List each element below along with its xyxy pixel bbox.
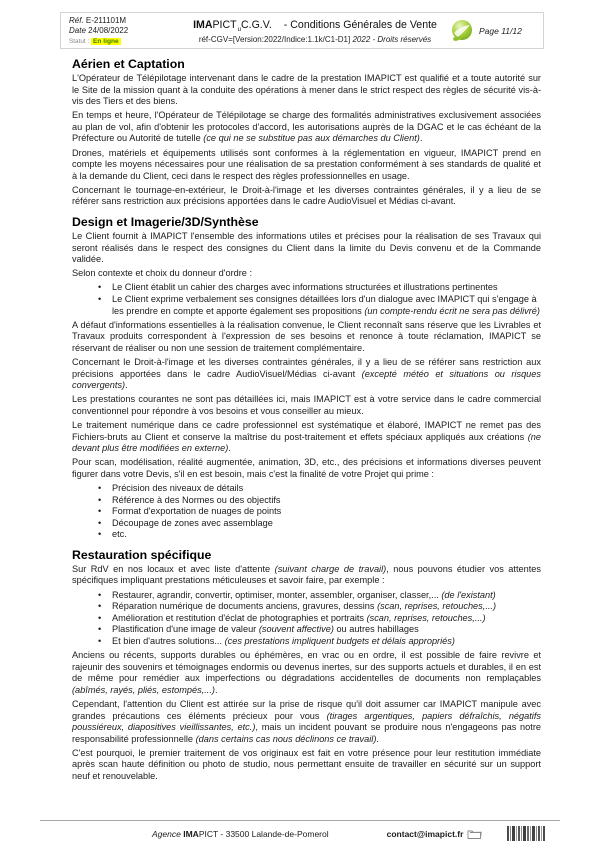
bullet-text bbox=[112, 613, 541, 625]
paragraph bbox=[72, 268, 541, 280]
date-value: 24/08/2022 bbox=[88, 26, 129, 35]
text-segment: . bbox=[125, 380, 128, 391]
text-segment: L'Opérateur de Télépilotage intervenant dans le cadre de la prestation IMAPICT est qualifié et a toute autorité sur le Site de la mission quant à la conduite des opérations à mener dans le strict respect des règles de sécurité vis-à-vis des Tiers et des biens. bbox=[72, 73, 541, 107]
paragraph bbox=[72, 564, 541, 587]
page-header bbox=[60, 12, 544, 49]
text-segment: En temps et heure, l'Opérateur de Télépilotage se charge des formalités administratives exclusivement associées au plan de vol, afin d'obtenir les protocoles d'accord, les autorisations auprès de la DGAC et le cas échéant de la Préfecture ou Autorité de tutelle bbox=[72, 110, 541, 144]
paragraph bbox=[72, 110, 541, 145]
section bbox=[72, 215, 541, 541]
bullet-text bbox=[112, 529, 541, 541]
bullet-item bbox=[72, 613, 541, 625]
document-title bbox=[181, 19, 449, 33]
text-segment: Précision des niveaux de détails bbox=[112, 482, 244, 493]
section bbox=[72, 57, 541, 208]
bullet-marker: • bbox=[98, 612, 102, 623]
text-segment: Cependant, l'attention du Client est attirée sur la prise de risque qu'il doit assumer car IMAPICT manipule avec grandes précautions ces éléments précieux pour vous bbox=[72, 698, 541, 721]
document-subtitle bbox=[181, 35, 449, 44]
bullet-item bbox=[72, 590, 541, 602]
text-segment: . bbox=[228, 443, 231, 454]
status-badge: En ligne bbox=[93, 38, 119, 45]
paragraph bbox=[72, 699, 541, 745]
bullet-text bbox=[112, 601, 541, 613]
paragraph bbox=[72, 73, 541, 108]
text-segment: (scan, reprises, retouches,...) bbox=[366, 612, 486, 623]
paragraph bbox=[72, 148, 541, 183]
text-segment: (ces prestations impliquent budgets et délais appropriés) bbox=[224, 635, 455, 646]
text-segment: , mais un incident pouvant se produire nous n'engageons pas notre responsabilité professionnelle bbox=[72, 722, 541, 744]
text-segment: Drones, matériels et équipements utilisés sont conformes à la réglementation en vigueur, IMAPICT prend en compte les moyens nécessaires pour une réalisation de sa prestation conformément à ses standards de qualité et à la demande du Client, ceci dans le respect des règles professionnelles en usage. bbox=[72, 147, 541, 181]
bullet-marker: • bbox=[98, 517, 102, 528]
text-segment: Découpage de zones avec assemblage bbox=[112, 517, 273, 528]
bullet-item bbox=[72, 282, 541, 294]
text-segment: , nous pouvons étudier vos attentes spécifiques impliquant prestations méticuleuses et savoir faire, par exemple : bbox=[72, 563, 541, 586]
bullet-item bbox=[72, 483, 541, 495]
agency-address: - 33500 Lalande-de-Pomerol bbox=[220, 828, 329, 839]
text-segment: (abîmés, rayés, pliés, estompés,...) bbox=[72, 684, 215, 695]
text-segment: (un compte-rendu écrit ne sera pas délivré) bbox=[364, 305, 540, 316]
bullet-marker: • bbox=[98, 589, 102, 600]
paragraph bbox=[72, 185, 541, 208]
ref-line bbox=[69, 16, 181, 26]
bullet-list bbox=[72, 282, 541, 317]
bullet-marker: • bbox=[98, 624, 102, 635]
text-segment: Le Client exprime verbalement ses consignes détaillées lors d'un dialogue avec IMAPICT qui s'engage à les prendre en compte et apporte également ses propositions bbox=[112, 294, 537, 316]
paragraph bbox=[72, 650, 541, 696]
text-segment: A défaut d'informations essentielles à la réalisation convenue, le Client reconnaît sans réserve que les Livrables et Travaux produits correspondent à l'expression de ses besoins et renonce à toute réclamation, IMAPICT se réservant de réaliser ou non une session de traitement complémentaire. bbox=[72, 319, 541, 353]
text-segment: (dans certains cas nous déclinons ce travail) bbox=[195, 733, 377, 744]
text-segment: (ce qui ne se substitue pas aux démarches du Client) bbox=[203, 133, 420, 144]
ref-value: E-211101M bbox=[85, 16, 127, 25]
text-segment: Anciens ou récents, supports durables ou éphémères, en vrac ou en ordre, il est possible de faire revivre et rajeunir des souvenirs et témoignages endormis ou devenus inertes, sur des supports actuels et durables, il en est de même pour remédier aux imperfections ou dégradations accidentelles de documents non remplaçables bbox=[72, 650, 541, 684]
bullet-marker: • bbox=[98, 282, 102, 293]
brand-cgv: C.G.V. bbox=[240, 19, 272, 31]
text-segment: Les prestations courantes ne sont pas détaillées ici, mais IMAPICT est à votre service dans le cadre commercial conventionnel pour répondre à vos besoins et vous conseiller au mieux. bbox=[72, 394, 541, 416]
section-heading: Design et Imagerie/3D/Synthèse bbox=[72, 215, 259, 230]
bullet-marker: • bbox=[98, 529, 102, 540]
bullet-marker: • bbox=[98, 494, 102, 505]
bullet-text bbox=[112, 590, 541, 602]
bullet-text bbox=[112, 624, 541, 636]
text-segment: (tirages argentiques, papiers défraîchis, négatifs poussiéreux, diapositives vieillissantes, etc.) bbox=[72, 710, 541, 733]
bullet-item bbox=[72, 294, 541, 317]
text-segment: Réparation numérique de documents anciens, gravures, dessins bbox=[112, 601, 378, 612]
section-heading: Restauration spécifique bbox=[72, 547, 212, 562]
bullet-item bbox=[72, 601, 541, 613]
header-right bbox=[449, 13, 543, 48]
text-segment: (scan, reprises, retouches,...) bbox=[377, 601, 497, 612]
agency-label: Agence bbox=[152, 828, 181, 839]
ref-label: Réf. bbox=[69, 16, 84, 25]
text-segment: Concernant le tournage-en-extérieur, le Droit-à-l'image et les diverses contraintes générales, il y a lieu de se référer sans restriction aux précisions apportées dans le cadre AudioVisuel et Médias ci-avant. bbox=[72, 184, 541, 207]
statut-line bbox=[69, 37, 181, 47]
section-heading: Aérien et Captation bbox=[72, 57, 185, 71]
text-segment: Selon contexte et choix du donneur d'ordre : bbox=[72, 268, 253, 279]
text-segment: Le Client établit un cahier des charges avec informations structurées et illustrations pertinentes bbox=[112, 282, 498, 293]
bullet-marker: • bbox=[98, 506, 102, 517]
header-meta bbox=[61, 13, 181, 48]
text-segment: Et bien d'autres solutions... bbox=[112, 635, 225, 646]
text-segment: Le traitement numérique dans ce cadre professionnel est systématique et élaboré, IMAPICT ne remet pas des Fichiers-bruts au Client et conserve la maîtrise du post-traitement et effets spéciaux appliqués aux créations bbox=[72, 419, 541, 442]
text-segment: Pour scan, modélisation, réalité augmentée, animation, 3D, etc., des précisions et informations diverses peuvent figurer dans votre Devis, s'il en est besoin, mais c'est la finalité de votre Projet qui prime : bbox=[72, 457, 541, 479]
agency-brand-bold: IMA bbox=[183, 828, 199, 839]
bullet-text bbox=[112, 282, 541, 294]
text-segment: Le Client fournit à IMAPICT l'ensemble des informations utiles et précises pour la réalisation de ses Travaux qui seront réalisés dans le respect des consignes du Client dans la limite du Devis convenu et de la Commande validée. bbox=[72, 231, 541, 265]
bullet-text bbox=[112, 636, 541, 648]
text-segment: etc. bbox=[112, 529, 127, 540]
bullet-item bbox=[72, 506, 541, 518]
document-body bbox=[72, 55, 541, 785]
bullet-list bbox=[72, 483, 541, 541]
bullet-marker: • bbox=[98, 635, 102, 646]
text-segment: (excepté météo et situations ou risques convergents) bbox=[72, 368, 541, 391]
text-segment: (souvent affective) bbox=[258, 624, 334, 635]
contact-email[interactable]: contact@imapict.fr bbox=[386, 828, 464, 839]
bullet-marker: • bbox=[98, 601, 102, 612]
bullet-item bbox=[72, 636, 541, 648]
text-segment: Plastification d'une image de valeur bbox=[112, 624, 259, 635]
bullet-text bbox=[112, 294, 541, 317]
bullet-marker: • bbox=[98, 294, 102, 304]
bullet-text bbox=[112, 483, 541, 495]
text-segment: Amélioration et restitution d'éclat de photographies et portraits bbox=[112, 612, 367, 623]
agency-line bbox=[152, 829, 329, 839]
page-footer bbox=[40, 820, 560, 844]
title-text: Conditions Générales de Vente bbox=[290, 19, 437, 31]
subtitle-ref: réf-CGV=[Version:2022/Indice:1.1k/C1-D1] bbox=[198, 34, 351, 44]
date-line bbox=[69, 26, 181, 36]
text-segment: Restaurer, agrandir, convertir, optimiser, monter, assembler, organiser, classer,... bbox=[112, 589, 442, 600]
text-segment: (de l'existant) bbox=[441, 589, 496, 600]
paragraph bbox=[72, 320, 541, 355]
page-number: Page 11/12 bbox=[479, 25, 522, 36]
barcode bbox=[506, 825, 546, 842]
bullet-marker: • bbox=[98, 482, 102, 493]
text-segment: . bbox=[214, 684, 218, 695]
text-segment: (suivant charge de travail) bbox=[274, 563, 387, 574]
bullet-item bbox=[72, 529, 541, 541]
title-dash: - bbox=[283, 19, 288, 31]
text-segment: ou autres habillages bbox=[333, 624, 419, 635]
text-segment: Référence à des Normes ou des objectifs bbox=[112, 494, 281, 505]
paragraph bbox=[72, 394, 541, 417]
brand-subscript: u bbox=[237, 27, 241, 34]
bullet-text bbox=[112, 495, 541, 507]
bullet-list bbox=[72, 590, 541, 648]
subtitle-rights: 2022 - Droits réservés bbox=[352, 34, 432, 44]
folder-icon bbox=[467, 828, 482, 840]
paragraph bbox=[72, 457, 541, 480]
text-segment: Format d'exportation de nuages de points bbox=[112, 506, 282, 517]
agency-brand-rest: PICT bbox=[198, 828, 219, 839]
bullet-item bbox=[72, 624, 541, 636]
text-segment: (ne devant plus être modifiées en externe) bbox=[72, 431, 541, 454]
text-segment: Sur RdV en nos locaux et avec liste d'attente bbox=[72, 563, 275, 574]
text-segment: Concernant le Droit-à-l'image et les diverses contraintes générales, il y a lieu de se référer sans restriction aux précisions apportées dans le cadre AudioVisuel/Médias ci-avant bbox=[72, 356, 541, 379]
section bbox=[72, 548, 541, 783]
bullet-item bbox=[72, 518, 541, 530]
paragraph bbox=[72, 748, 541, 783]
paragraph bbox=[72, 231, 541, 266]
bullet-text bbox=[112, 506, 541, 518]
imapict-globe-logo-icon bbox=[449, 18, 475, 44]
bullet-item bbox=[72, 495, 541, 507]
brand-rest: PICT bbox=[212, 19, 237, 31]
text-segment: C'est pourquoi, le premier traitement de vos originaux est fait en votre présence pour leur restitution immédiate après scan haute définition ou photo de studio, nous permettant ensuite de travailler en sécurité sur un support neuf et renouvelable. bbox=[72, 747, 541, 781]
date-label: Date bbox=[69, 26, 86, 35]
text-segment: . bbox=[419, 133, 423, 144]
paragraph bbox=[72, 420, 541, 455]
statut-label: Statut : bbox=[69, 38, 90, 45]
bullet-text bbox=[112, 518, 541, 530]
header-title-block bbox=[181, 13, 449, 48]
text-segment: . bbox=[376, 733, 379, 744]
paragraph bbox=[72, 357, 541, 392]
brand-bold: IMA bbox=[193, 19, 213, 31]
